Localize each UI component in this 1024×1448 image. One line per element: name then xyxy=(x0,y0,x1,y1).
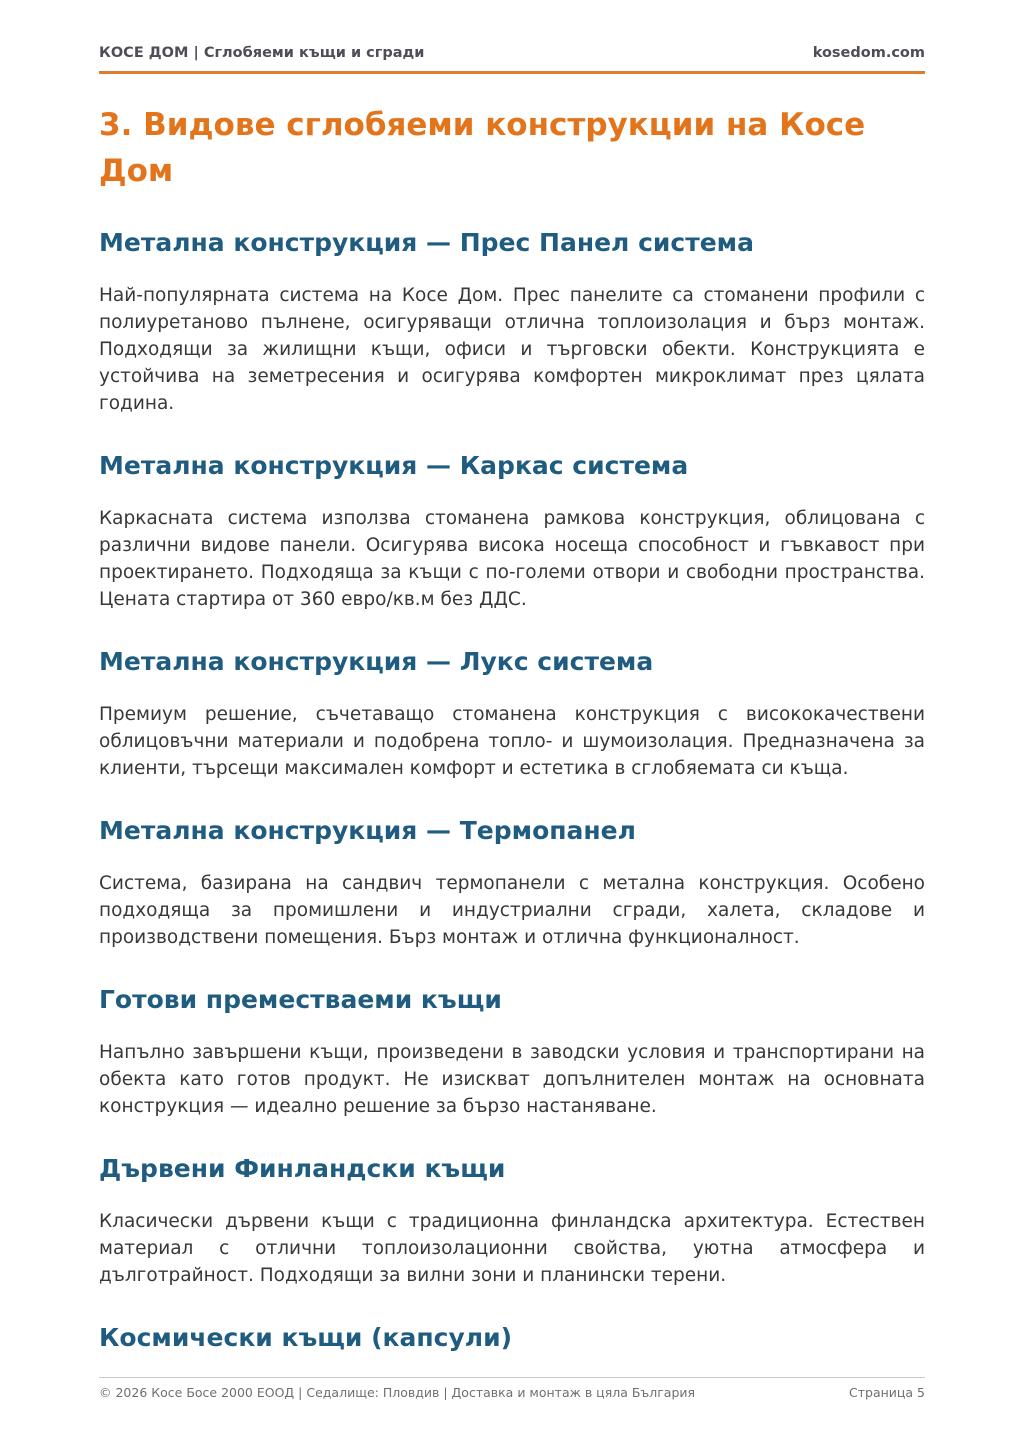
section-body-finlandski: Класически дървени къщи с традиционна финландска архитектура. Естествен материал с отлични топлоизолационни свойства, уютна атмосфера и дълготрайност. Подходящи за вилни зони и планински терени. xyxy=(99,1211,925,1286)
section-karkas xyxy=(99,451,925,613)
section-heading-termopanel: Метална конструкция — Термопанел xyxy=(99,816,636,845)
section-body-premestvaemi: Напълно завършени къщи, произведени в заводски условия и транспортирани на обекта като готов продукт. Не изискват допълнителен монтаж на основната конструкция — идеално решение за бързо настаняване. xyxy=(99,1042,925,1117)
section-heading-kosmicheski: Космически къщи (капсули) xyxy=(99,1323,513,1352)
header-site-url: kosedom.com xyxy=(812,45,925,61)
section-body-pres-panel: Най-популярната система на Косе Дом. Прес панелите са стоманени профили с полиуретаново пълнене, осигуряващи отлична топлоизолация и бърз монтаж. Подходящи за жилищни къщи, офиси и търговски обекти. Конструкцията е устойчива на земетресения и осигурява комфортен микроклимат през цялата година. xyxy=(99,285,925,414)
section-heading-premestvaemi: Готови преместваеми къщи xyxy=(99,985,502,1014)
section-body-termopanel: Система, базирана на сандвич термопанели с метална конструкция. Особено подходяща за промишлени и индустриални сгради, халета, складове и производствени помещения. Бърз монтаж и отлична функционалност. xyxy=(99,873,925,948)
header-divider xyxy=(99,71,925,74)
footer-divider xyxy=(99,1377,925,1378)
section-body-karkas: Каркасната система използва стоманена рамкова конструкция, облицована с различни видове панели. Осигурява висока носеща способност и гъвкавост при проектирането. Подходяща за къщи с по-големи отвори и свободни пространства. Цената стартира от 360 евро/кв.м без ДДС. xyxy=(99,508,925,610)
section-pres-panel xyxy=(99,228,925,417)
section-heading-luks: Метална конструкция — Лукс система xyxy=(99,647,654,676)
page-title-line1: 3. Видове сглобяеми конструкции на Косе xyxy=(99,107,866,143)
section-luks xyxy=(99,647,925,782)
section-kosmicheski xyxy=(99,1323,925,1353)
page-header xyxy=(99,45,925,61)
footer-page-number: Страница 5 xyxy=(849,1385,925,1400)
page-title xyxy=(99,102,925,194)
section-heading-finlandski: Дървени Финландски къщи xyxy=(99,1154,506,1183)
section-termopanel xyxy=(99,816,925,951)
header-brand: КОСЕ ДОМ | Сглобяеми къщи и сгради xyxy=(99,45,425,61)
section-heading-pres-panel: Метална конструкция — Прес Панел система xyxy=(99,228,754,257)
section-heading-karkas: Метална конструкция — Каркас система xyxy=(99,451,689,480)
page-footer xyxy=(99,1385,925,1400)
footer-copyright: © 2026 Косе Босе 2000 ЕООД | Седалище: Пловдив | Доставка и монтаж в цяла България xyxy=(99,1385,696,1400)
section-premestvaemi xyxy=(99,985,925,1120)
section-body-luks: Премиум решение, съчетаващо стоманена конструкция с висококачествени облицовъчни материали и подобрена топло- и шумоизолация. Предназначена за клиенти, търсещи максимален комфорт и естетика в сглобяемата си къща. xyxy=(99,704,925,779)
page-title-line2: Дом xyxy=(99,153,174,189)
section-finlandski xyxy=(99,1154,925,1289)
